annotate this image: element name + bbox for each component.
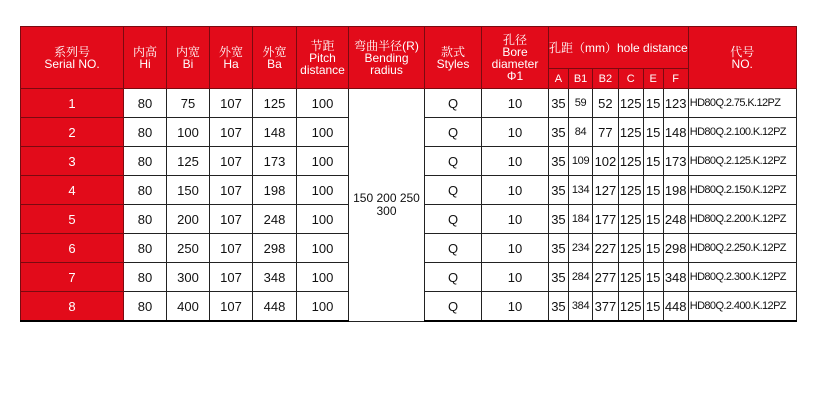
cell-code: HD80Q.2.300.K.12PZ	[688, 263, 796, 292]
cell-e: 15	[643, 263, 663, 292]
cell-b1: 284	[568, 263, 592, 292]
cell-hi: 80	[124, 89, 167, 118]
cell-serial: 2	[21, 118, 124, 147]
cell-hi: 80	[124, 205, 167, 234]
cell-pitch: 100	[297, 205, 349, 234]
cell-ha: 107	[210, 292, 253, 322]
cell-hi: 80	[124, 147, 167, 176]
header-serial: 系列号 Serial NO.	[21, 27, 124, 89]
cell-b2: 277	[593, 263, 618, 292]
spec-table	[20, 26, 797, 322]
cell-ba: 348	[253, 263, 297, 292]
cell-style: Q	[425, 263, 482, 292]
cell-code: HD80Q.2.75.K.12PZ	[688, 89, 796, 118]
cell-pitch: 100	[297, 263, 349, 292]
cell-f: 298	[663, 234, 688, 263]
header-hole-c: C	[618, 69, 643, 89]
cell-e: 15	[643, 292, 663, 322]
cell-bi: 75	[167, 89, 210, 118]
cell-f: 448	[663, 292, 688, 322]
cell-style: Q	[425, 234, 482, 263]
header-hole-b1: B1	[568, 69, 592, 89]
header-hole-distance: 孔距（mm）hole distance	[549, 27, 689, 69]
cell-ha: 107	[210, 118, 253, 147]
header-hole-b2: B2	[593, 69, 618, 89]
table-row	[21, 89, 797, 118]
cell-code: HD80Q.2.150.K.12PZ	[688, 176, 796, 205]
cell-ha: 107	[210, 263, 253, 292]
cell-serial: 1	[21, 89, 124, 118]
cell-a: 35	[549, 263, 569, 292]
cell-serial: 6	[21, 234, 124, 263]
cell-ba: 125	[253, 89, 297, 118]
cell-a: 35	[549, 205, 569, 234]
cell-c: 125	[618, 176, 643, 205]
cell-b1: 384	[568, 292, 592, 322]
cell-ha: 107	[210, 234, 253, 263]
cell-c: 125	[618, 147, 643, 176]
cell-a: 35	[549, 118, 569, 147]
cell-a: 35	[549, 292, 569, 322]
cell-ha: 107	[210, 205, 253, 234]
cell-b1: 59	[568, 89, 592, 118]
cell-b1: 84	[568, 118, 592, 147]
cell-bore: 10	[482, 263, 549, 292]
cell-b2: 127	[593, 176, 618, 205]
cell-hi: 80	[124, 292, 167, 322]
cell-pitch: 100	[297, 234, 349, 263]
cell-hi: 80	[124, 234, 167, 263]
header-hole-e: E	[643, 69, 663, 89]
cell-b2: 177	[593, 205, 618, 234]
cell-style: Q	[425, 205, 482, 234]
cell-pitch: 100	[297, 118, 349, 147]
cell-ba: 248	[253, 205, 297, 234]
cell-bi: 300	[167, 263, 210, 292]
cell-style: Q	[425, 176, 482, 205]
cell-bore: 10	[482, 118, 549, 147]
header-bore-diameter: 孔径 Bore diameter Φ1	[482, 27, 549, 89]
cell-pitch: 100	[297, 176, 349, 205]
header-ha: 外宽 Ha	[210, 27, 253, 89]
cell-b2: 377	[593, 292, 618, 322]
cell-a: 35	[549, 89, 569, 118]
cell-pitch: 100	[297, 89, 349, 118]
cell-e: 15	[643, 234, 663, 263]
cell-hi: 80	[124, 176, 167, 205]
cell-f: 123	[663, 89, 688, 118]
header-bending-radius: 弯曲半径(R) Bending radius	[349, 27, 425, 89]
cell-b2: 77	[593, 118, 618, 147]
cell-e: 15	[643, 89, 663, 118]
header-pitch: 节距 Pitch distance	[297, 27, 349, 89]
cell-c: 125	[618, 205, 643, 234]
cell-pitch: 100	[297, 147, 349, 176]
cell-b2: 102	[593, 147, 618, 176]
cell-b1: 234	[568, 234, 592, 263]
cell-bore: 10	[482, 234, 549, 263]
header-bi: 内宽 Bi	[167, 27, 210, 89]
cell-e: 15	[643, 147, 663, 176]
cell-c: 125	[618, 234, 643, 263]
cell-ha: 107	[210, 89, 253, 118]
cell-a: 35	[549, 176, 569, 205]
cell-bending-radius: 150 200 250 300	[349, 89, 425, 322]
cell-b1: 184	[568, 205, 592, 234]
cell-serial: 8	[21, 292, 124, 322]
cell-bore: 10	[482, 176, 549, 205]
cell-code: HD80Q.2.250.K.12PZ	[688, 234, 796, 263]
cell-bi: 150	[167, 176, 210, 205]
cell-pitch: 100	[297, 292, 349, 322]
cell-hi: 80	[124, 263, 167, 292]
cell-code: HD80Q.2.200.K.12PZ	[688, 205, 796, 234]
cell-serial: 5	[21, 205, 124, 234]
cell-b2: 52	[593, 89, 618, 118]
cell-style: Q	[425, 118, 482, 147]
cell-ba: 148	[253, 118, 297, 147]
header-ba: 外宽 Ba	[253, 27, 297, 89]
cell-ha: 107	[210, 147, 253, 176]
cell-f: 173	[663, 147, 688, 176]
cell-code: HD80Q.2.100.K.12PZ	[688, 118, 796, 147]
cell-bi: 100	[167, 118, 210, 147]
cell-ba: 448	[253, 292, 297, 322]
cell-c: 125	[618, 292, 643, 322]
cell-e: 15	[643, 205, 663, 234]
cell-bore: 10	[482, 205, 549, 234]
cell-serial: 3	[21, 147, 124, 176]
cell-bore: 10	[482, 147, 549, 176]
cell-b1: 109	[568, 147, 592, 176]
cell-c: 125	[618, 89, 643, 118]
header-code: 代号 NO.	[688, 27, 796, 89]
cell-c: 125	[618, 118, 643, 147]
cell-e: 15	[643, 118, 663, 147]
cell-style: Q	[425, 147, 482, 176]
cell-a: 35	[549, 234, 569, 263]
cell-ha: 107	[210, 176, 253, 205]
cell-bi: 400	[167, 292, 210, 322]
header-hi: 内高 Hi	[124, 27, 167, 89]
cell-e: 15	[643, 176, 663, 205]
cell-c: 125	[618, 263, 643, 292]
cell-ba: 173	[253, 147, 297, 176]
cell-hi: 80	[124, 118, 167, 147]
cell-f: 148	[663, 118, 688, 147]
cell-style: Q	[425, 292, 482, 322]
cell-f: 348	[663, 263, 688, 292]
cell-b1: 134	[568, 176, 592, 205]
cell-bi: 200	[167, 205, 210, 234]
header-styles: 款式 Styles	[425, 27, 482, 89]
header-hole-f: F	[663, 69, 688, 89]
cell-code: HD80Q.2.125.K.12PZ	[688, 147, 796, 176]
cell-a: 35	[549, 147, 569, 176]
cell-serial: 7	[21, 263, 124, 292]
cell-ba: 198	[253, 176, 297, 205]
cell-code: HD80Q.2.400.K.12PZ	[688, 292, 796, 322]
header-hole-a: A	[549, 69, 569, 89]
cell-bi: 250	[167, 234, 210, 263]
cell-bi: 125	[167, 147, 210, 176]
cell-style: Q	[425, 89, 482, 118]
cell-serial: 4	[21, 176, 124, 205]
cell-f: 248	[663, 205, 688, 234]
cell-f: 198	[663, 176, 688, 205]
cell-b2: 227	[593, 234, 618, 263]
cell-bore: 10	[482, 292, 549, 322]
cell-bore: 10	[482, 89, 549, 118]
cell-ba: 298	[253, 234, 297, 263]
